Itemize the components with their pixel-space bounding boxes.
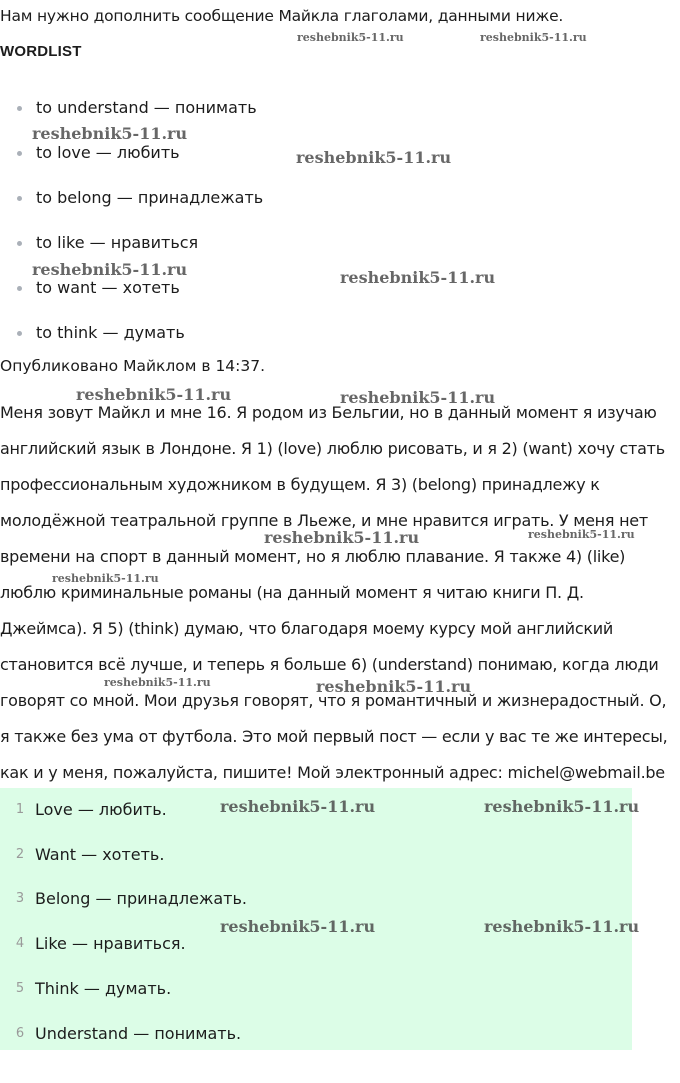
watermark: reshebnik5-11.ru: [220, 797, 376, 816]
answer-number: 4: [15, 936, 25, 951]
watermark: reshebnik5-11.ru: [340, 388, 496, 407]
wordlist-item: [0, 95, 263, 140]
watermark: reshebnik5-11.ru: [264, 528, 420, 547]
task-instruction: Нам нужно дополнить сообщение Майкла глаголами, данными ниже.: [0, 7, 564, 25]
watermark: reshebnik5-11.ru: [52, 572, 159, 585]
post-line: становится всё лучше, и теперь я больше 6) (understand) понимаю, когда люди: [0, 655, 659, 674]
post-line: люблю криминальные романы (на данный момент я читаю книги П. Д.: [0, 583, 584, 602]
answer-text: Belong — принадлежать.: [35, 889, 247, 908]
wordlist-heading: WORDLIST: [0, 43, 82, 60]
answer-text: Think — думать.: [35, 979, 172, 998]
watermark: reshebnik5-11.ru: [76, 385, 232, 404]
watermark: reshebnik5-11.ru: [316, 677, 472, 696]
wordlist-item: [0, 185, 263, 230]
answer-text: Want — хотеть.: [35, 845, 165, 864]
published-note: Опубликовано Майклом в 14:37.: [0, 357, 266, 375]
wordlist-item: [0, 230, 263, 275]
post-line: молодёжной театральной группе в Льеже, и мне нравится играть. У меня нет: [0, 511, 648, 530]
answer-number: 2: [15, 847, 25, 862]
post-line: времени на спорт в данный момент, но я люблю плавание. Я также 4) (like): [0, 547, 626, 566]
bullet-dot-icon: [17, 286, 22, 291]
post-line: английский язык в Лондоне. Я 1) (love) люблю рисовать, и я 2) (want) хочу стать: [0, 439, 665, 458]
watermark: reshebnik5-11.ru: [484, 797, 640, 816]
bullet-dot-icon: [17, 106, 22, 111]
bullet-dot-icon: [17, 241, 22, 246]
watermark: reshebnik5-11.ru: [340, 268, 496, 287]
wordlist-item-text: to want — хотеть: [36, 278, 180, 297]
watermark: reshebnik5-11.ru: [104, 676, 211, 689]
wordlist-item-text: to understand — понимать: [36, 98, 257, 117]
wordlist-item: [0, 275, 263, 320]
post-body: [0, 395, 680, 791]
post-line: профессиональным художником в будущем. Я 3) (belong) принадлежу к: [0, 475, 600, 494]
watermark: reshebnik5-11.ru: [480, 31, 587, 44]
post-line: Джеймса). Я 5) (think) думаю, что благодаря моему курсу мой английский: [0, 619, 614, 638]
answer-number: 3: [15, 891, 25, 906]
wordlist: [0, 95, 263, 365]
wordlist-item-text: to think — думать: [36, 323, 185, 342]
watermark: reshebnik5-11.ru: [297, 31, 404, 44]
bullet-dot-icon: [17, 151, 22, 156]
watermark: reshebnik5-11.ru: [32, 260, 188, 279]
post-line: говорят со мной. Мои друзья говорят, что я романтичный и жизнерадостный. О,: [0, 691, 667, 710]
wordlist-item-text: to belong — принадлежать: [36, 188, 264, 207]
answer-number: 6: [15, 1026, 25, 1041]
post-line: как и у меня, пожалуйста, пишите! Мой электронный адрес: michel@webmail.be: [0, 763, 665, 782]
watermark: reshebnik5-11.ru: [296, 148, 452, 167]
wordlist-item: [0, 140, 263, 185]
watermark: reshebnik5-11.ru: [220, 917, 376, 936]
answer-number: 5: [15, 981, 25, 996]
watermark: reshebnik5-11.ru: [528, 528, 635, 541]
answer-number: 1: [15, 802, 25, 817]
watermark: reshebnik5-11.ru: [484, 917, 640, 936]
post-line: я также без ума от футбола. Это мой первый пост — если у вас те же интересы,: [0, 727, 668, 746]
post-line: Меня зовут Майкл и мне 16. Я родом из Бельгии, но в данный момент я изучаю: [0, 403, 657, 422]
answer-text: Like — нравиться.: [35, 934, 186, 953]
answer-text: Understand — понимать.: [35, 1024, 242, 1043]
watermark: reshebnik5-11.ru: [32, 124, 188, 143]
bullet-dot-icon: [17, 331, 22, 336]
answer-list: [0, 788, 632, 1050]
wordlist-item-text: to love — любить: [36, 143, 180, 162]
bullet-dot-icon: [17, 196, 22, 201]
wordlist-item-text: to like — нравиться: [36, 233, 199, 252]
answer-text: Love — любить.: [35, 800, 167, 819]
